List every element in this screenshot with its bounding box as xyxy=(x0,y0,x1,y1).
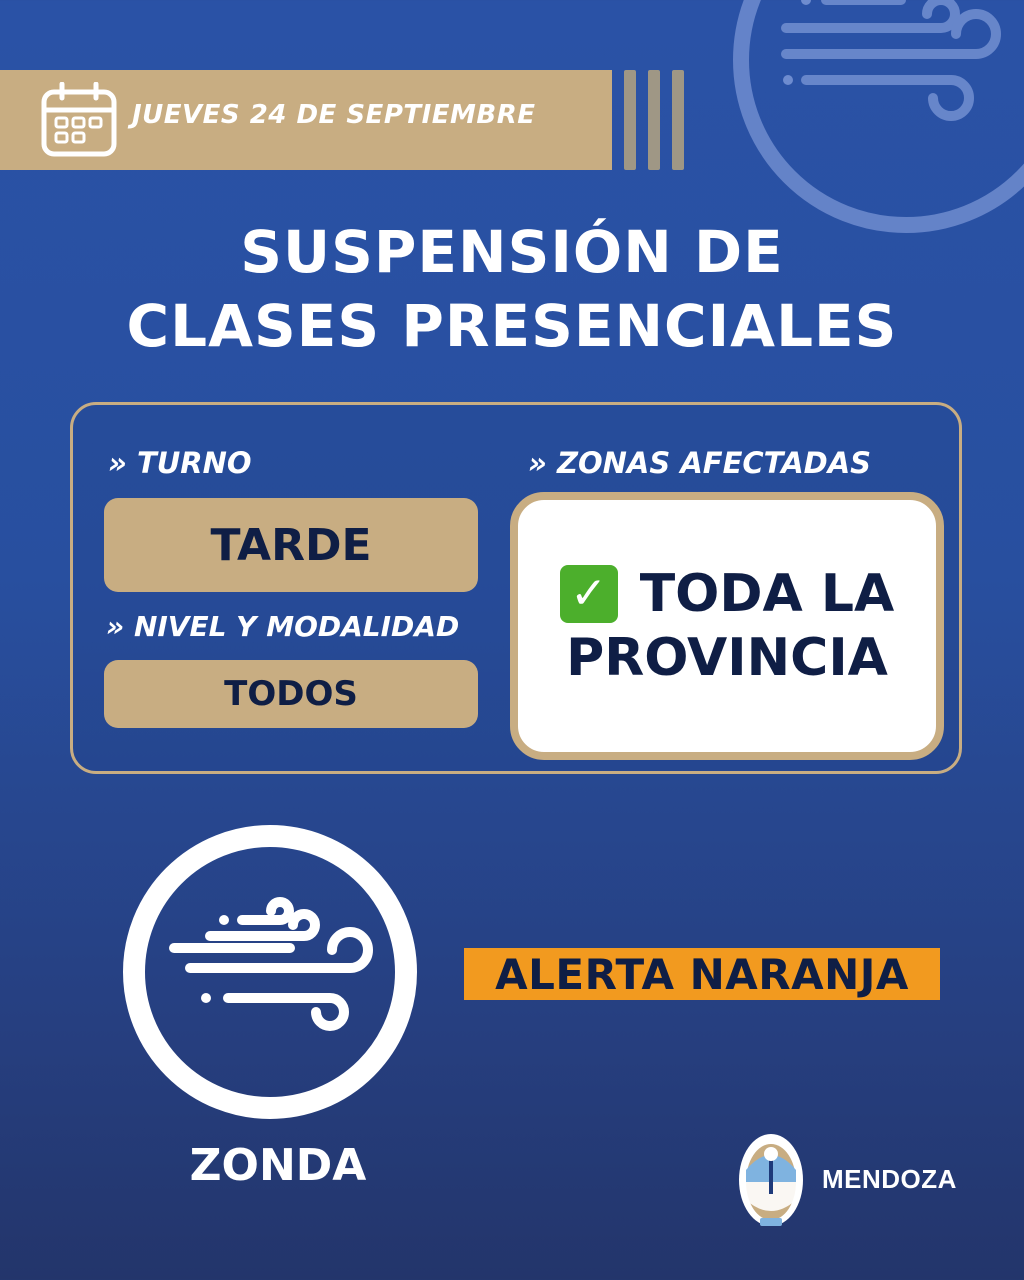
title-line-2: CLASES PRESENCIALES xyxy=(126,292,898,360)
mendoza-crest-logo xyxy=(736,1130,806,1230)
check-mark-icon: ✓ xyxy=(560,565,618,623)
zonas-value-line-2: PROVINCIA xyxy=(566,628,888,688)
zonas-value-line-1: TODA LA xyxy=(639,564,895,624)
zonda-label: ZONDA xyxy=(189,1140,367,1191)
nivel-value: TODOS xyxy=(104,660,478,728)
zonas-card xyxy=(510,492,944,760)
turno-value: TARDE xyxy=(104,498,478,592)
wind-icon xyxy=(120,822,420,1122)
page-title xyxy=(0,215,1024,363)
date-banner xyxy=(0,70,612,170)
date-text: JUEVES 24 DE SEPTIEMBRE xyxy=(132,100,536,130)
brand-name: MENDOZA xyxy=(822,1164,957,1194)
alert-badge: ALERTA NARANJA xyxy=(464,948,940,1000)
title-line-1: SUSPENSIÓN DE xyxy=(240,218,784,286)
decorative-bar xyxy=(624,70,636,170)
wind-decoration-icon xyxy=(726,0,1024,250)
decorative-bar xyxy=(672,70,684,170)
turno-label: » TURNO xyxy=(108,446,252,480)
calendar-icon xyxy=(40,82,118,158)
decorative-bar xyxy=(648,70,660,170)
nivel-label: » NIVEL Y MODALIDAD xyxy=(106,610,460,643)
zonas-label: » ZONAS AFECTADAS xyxy=(528,446,872,480)
